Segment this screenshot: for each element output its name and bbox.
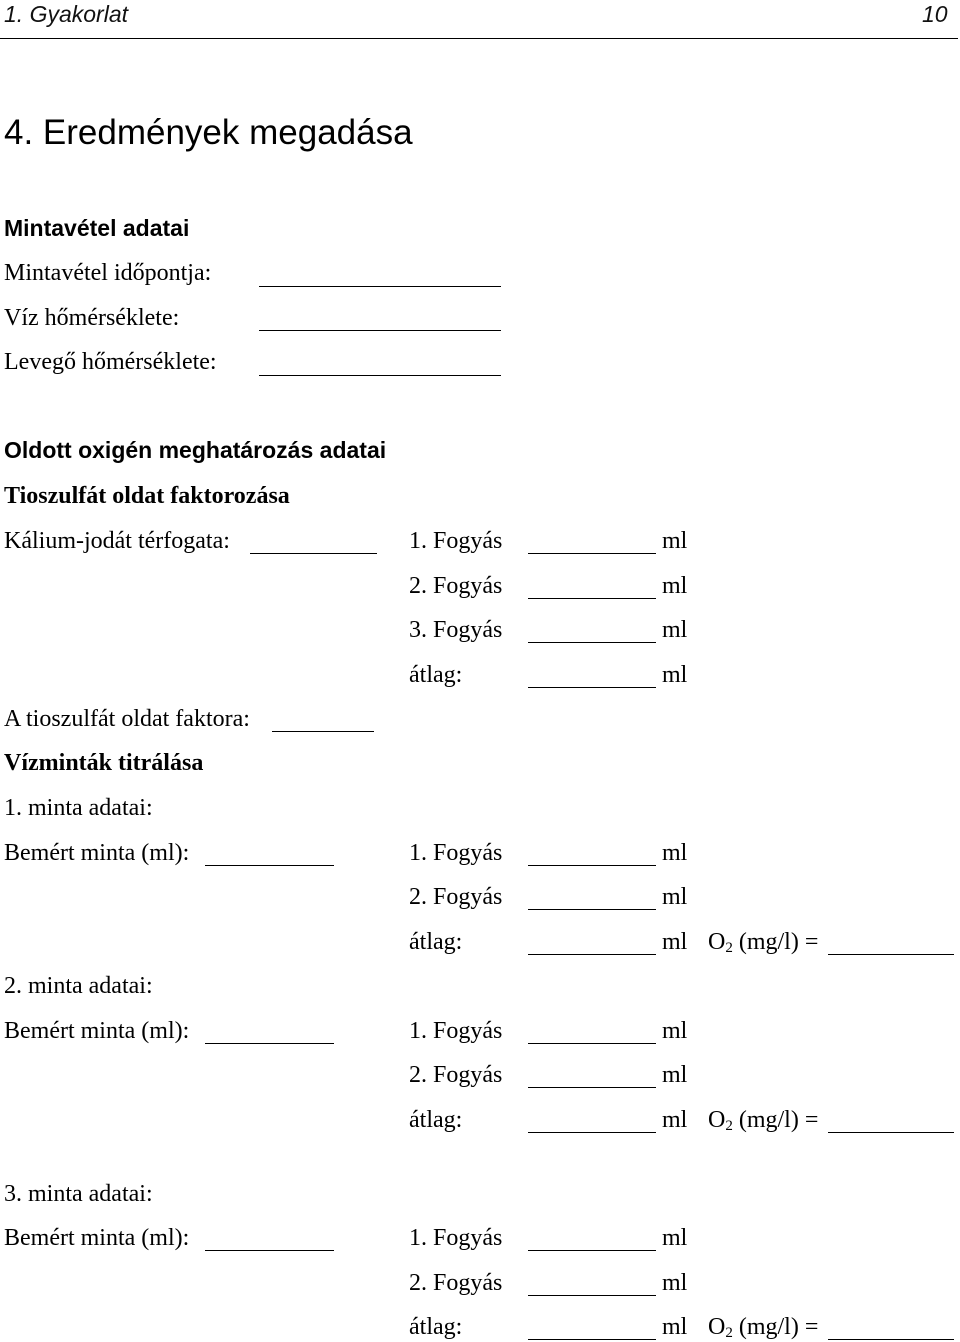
- thio-f2-unit: ml: [662, 573, 688, 599]
- sample3-f2-field[interactable]: [528, 1295, 656, 1296]
- thio-f2-field[interactable]: [528, 598, 656, 599]
- thio-f1-field[interactable]: [528, 553, 656, 554]
- sample3-bemert-field[interactable]: [205, 1250, 334, 1251]
- sample2-title: 2. minta adatai:: [4, 973, 153, 999]
- sample2-avg-unit: ml: [662, 1107, 688, 1133]
- o2-subscript: 2: [725, 940, 733, 956]
- thio-f1-label: 1. Fogyás: [409, 528, 503, 554]
- sample3-f2-unit: ml: [662, 1270, 688, 1296]
- sample2-f2-label: 2. Fogyás: [409, 1062, 503, 1088]
- sample1-avg-label: átlag:: [409, 929, 463, 955]
- sample2-f1-unit: ml: [662, 1018, 688, 1044]
- titration-heading: Vízminták titrálása: [4, 750, 204, 776]
- sample1-o2-field[interactable]: [828, 954, 954, 955]
- sample1-o2-label: [708, 928, 818, 956]
- sample3-f1-unit: ml: [662, 1225, 688, 1251]
- water-temp-label: Víz hőmérséklete:: [4, 305, 180, 331]
- sample2-avg-label: átlag:: [409, 1107, 463, 1133]
- thio-factor-field[interactable]: [272, 731, 374, 732]
- sample2-o2-label: [708, 1106, 818, 1134]
- thio-avg-unit: ml: [662, 662, 688, 688]
- thio-factor-label: A tioszulfát oldat faktora:: [4, 706, 250, 732]
- thio-f3-field[interactable]: [528, 642, 656, 643]
- sample2-o2-field[interactable]: [828, 1132, 954, 1133]
- o2-subscript: 2: [725, 1118, 733, 1134]
- sample3-o2-label: [708, 1313, 818, 1341]
- water-temp-field[interactable]: [259, 330, 501, 331]
- thio-f1-unit: ml: [662, 528, 688, 554]
- o2-unit: (mg/l) =: [732, 1107, 819, 1133]
- sampling-time-field[interactable]: [259, 286, 501, 287]
- thio-f3-label: 3. Fogyás: [409, 617, 503, 643]
- sampling-time-label: Mintavétel időpontja:: [4, 260, 212, 286]
- sample1-f1-label: 1. Fogyás: [409, 840, 503, 866]
- sample2-f2-unit: ml: [662, 1062, 688, 1088]
- sample2-bemert-field[interactable]: [205, 1043, 334, 1044]
- sample1-bemert-field[interactable]: [205, 865, 334, 866]
- sample3-avg-field[interactable]: [528, 1339, 656, 1340]
- thio-f2-label: 2. Fogyás: [409, 573, 503, 599]
- o2-letter: O: [708, 1314, 726, 1340]
- thio-f3-unit: ml: [662, 617, 688, 643]
- thiosulfate-heading: Tioszulfát oldat faktorozása: [4, 483, 290, 509]
- sample2-f1-label: 1. Fogyás: [409, 1018, 503, 1044]
- o2-subscript: 2: [725, 1325, 733, 1341]
- sample2-f1-field[interactable]: [528, 1043, 656, 1044]
- sample3-f2-label: 2. Fogyás: [409, 1270, 503, 1296]
- air-temp-label: Levegő hőmérséklete:: [4, 349, 217, 375]
- section-title: 4. Eredmények megadása: [4, 113, 413, 152]
- o2-unit: (mg/l) =: [732, 929, 819, 955]
- sample1-f2-unit: ml: [662, 884, 688, 910]
- sample1-f1-field[interactable]: [528, 865, 656, 866]
- sample1-f2-label: 2. Fogyás: [409, 884, 503, 910]
- kio-volume-field[interactable]: [250, 553, 377, 554]
- o2-letter: O: [708, 1107, 726, 1133]
- sample3-title: 3. minta adatai:: [4, 1181, 153, 1207]
- sample1-title: 1. minta adatai:: [4, 795, 153, 821]
- kio-volume-label: Kálium-jodát térfogata:: [4, 528, 230, 554]
- oxygen-heading: Oldott oxigén meghatározás adatai: [4, 437, 387, 463]
- sample2-avg-field[interactable]: [528, 1132, 656, 1133]
- thio-avg-label: átlag:: [409, 662, 463, 688]
- sample2-bemert-label: Bemért minta (ml):: [4, 1018, 190, 1044]
- sample2-f2-field[interactable]: [528, 1087, 656, 1088]
- sample1-f1-unit: ml: [662, 840, 688, 866]
- sample3-f1-label: 1. Fogyás: [409, 1225, 503, 1251]
- page-number: 10: [922, 1, 948, 27]
- sample3-avg-unit: ml: [662, 1314, 688, 1340]
- sample1-f2-field[interactable]: [528, 909, 656, 910]
- o2-unit: (mg/l) =: [732, 1314, 819, 1340]
- sampling-heading: Mintavétel adatai: [4, 215, 190, 241]
- page-header-chapter: 1. Gyakorlat: [4, 1, 128, 27]
- thio-avg-field[interactable]: [528, 687, 656, 688]
- sample3-avg-label: átlag:: [409, 1314, 463, 1340]
- sample1-avg-field[interactable]: [528, 954, 656, 955]
- header-divider: [0, 38, 958, 39]
- o2-letter: O: [708, 929, 726, 955]
- sample1-avg-unit: ml: [662, 929, 688, 955]
- sample3-f1-field[interactable]: [528, 1250, 656, 1251]
- sample3-o2-field[interactable]: [828, 1339, 954, 1340]
- sample1-bemert-label: Bemért minta (ml):: [4, 840, 190, 866]
- sample3-bemert-label: Bemért minta (ml):: [4, 1225, 190, 1251]
- air-temp-field[interactable]: [259, 375, 501, 376]
